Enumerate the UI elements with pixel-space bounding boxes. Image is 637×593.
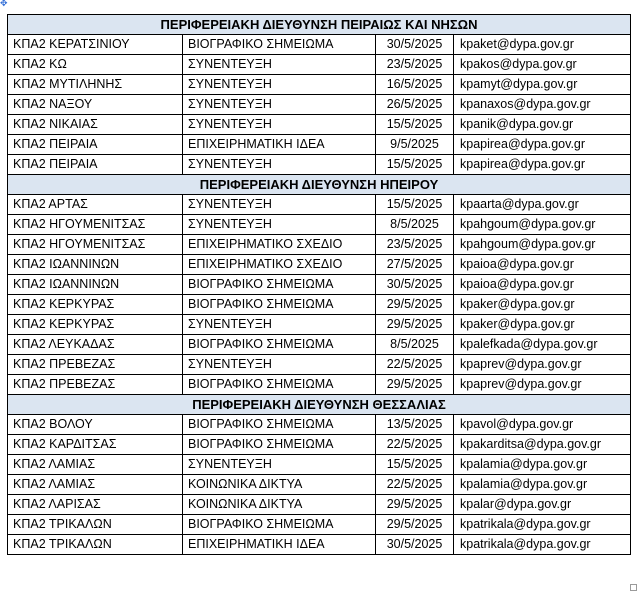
activity-cell[interactable]: ΒΙΟΓΡΑΦΙΚΟ ΣΗΜΕΙΩΜΑ [183, 275, 376, 295]
office-cell[interactable]: ΚΠΑ2 ΤΡΙΚΑΛΩΝ [8, 515, 183, 535]
date-cell[interactable]: 23/5/2025 [376, 55, 454, 75]
date-cell[interactable]: 29/5/2025 [376, 315, 454, 335]
activity-cell[interactable]: ΣΥΝΕΝΤΕΥΞΗ [183, 155, 376, 175]
email-cell[interactable]: kpatrikala@dypa.gov.gr [454, 515, 631, 535]
office-cell[interactable]: ΚΠΑ2 ΛΑΡΙΣΑΣ [8, 495, 183, 515]
activity-cell[interactable]: ΣΥΝΕΝΤΕΥΞΗ [183, 315, 376, 335]
office-cell[interactable]: ΚΠΑ2 ΠΡΕΒΕΖΑΣ [8, 375, 183, 395]
table-row [8, 235, 631, 255]
section-header-row [8, 175, 631, 195]
activity-cell[interactable]: ΚΟΙΝΩΝΙΚΑ ΔΙΚΤΥΑ [183, 495, 376, 515]
activity-cell[interactable]: ΣΥΝΕΝΤΕΥΞΗ [183, 455, 376, 475]
activity-cell[interactable]: ΣΥΝΕΝΤΕΥΞΗ [183, 215, 376, 235]
office-cell[interactable]: ΚΠΑ2 ΑΡΤΑΣ [8, 195, 183, 215]
office-cell[interactable]: ΚΠΑ2 ΝΑΞΟΥ [8, 95, 183, 115]
office-cell[interactable]: ΚΠΑ2 ΙΩΑΝΝΙΝΩΝ [8, 255, 183, 275]
date-cell[interactable]: 29/5/2025 [376, 495, 454, 515]
workshop-schedule-table [7, 14, 631, 555]
office-cell[interactable]: ΚΠΑ2 ΚΕΡΚΥΡΑΣ [8, 315, 183, 335]
table-row [8, 135, 631, 155]
table-row [8, 335, 631, 355]
email-cell[interactable]: kpakarditsa@dypa.gov.gr [454, 435, 631, 455]
email-cell[interactable]: kpamyt@dypa.gov.gr [454, 75, 631, 95]
table-row [8, 195, 631, 215]
office-cell[interactable]: ΚΠΑ2 ΠΕΙΡΑΙΑ [8, 155, 183, 175]
table-row [8, 355, 631, 375]
table-row [8, 455, 631, 475]
email-cell[interactable]: kpaarta@dypa.gov.gr [454, 195, 631, 215]
table-row [8, 415, 631, 435]
activity-cell[interactable]: ΣΥΝΕΝΤΕΥΞΗ [183, 195, 376, 215]
email-cell[interactable]: kpakos@dypa.gov.gr [454, 55, 631, 75]
table-row [8, 515, 631, 535]
date-cell[interactable]: 30/5/2025 [376, 535, 454, 555]
date-cell[interactable]: 15/5/2025 [376, 455, 454, 475]
office-cell[interactable]: ΚΠΑ2 ΤΡΙΚΑΛΩΝ [8, 535, 183, 555]
office-cell[interactable]: ΚΠΑ2 ΛΑΜΙΑΣ [8, 475, 183, 495]
email-cell[interactable]: kpaker@dypa.gov.gr [454, 315, 631, 335]
activity-cell[interactable]: ΕΠΙΧΕΙΡΗΜΑΤΙΚΟ ΣΧΕΔΙΟ [183, 255, 376, 275]
email-cell[interactable]: kpapirea@dypa.gov.gr [454, 155, 631, 175]
table-row [8, 495, 631, 515]
email-cell[interactable]: kpapirea@dypa.gov.gr [454, 135, 631, 155]
activity-cell[interactable]: ΒΙΟΓΡΑΦΙΚΟ ΣΗΜΕΙΩΜΑ [183, 295, 376, 315]
date-cell[interactable]: 26/5/2025 [376, 95, 454, 115]
office-cell[interactable]: ΚΠΑ2 ΠΕΙΡΑΙΑ [8, 135, 183, 155]
email-cell[interactable]: kpanaxos@dypa.gov.gr [454, 95, 631, 115]
office-cell[interactable]: ΚΠΑ2 ΝΙΚΑΙΑΣ [8, 115, 183, 135]
activity-cell[interactable]: ΕΠΙΧΕΙΡΗΜΑΤΙΚΟ ΣΧΕΔΙΟ [183, 235, 376, 255]
office-cell[interactable]: ΚΠΑ2 ΗΓΟΥΜΕΝΙΤΣΑΣ [8, 235, 183, 255]
table-row [8, 375, 631, 395]
date-cell[interactable]: 8/5/2025 [376, 335, 454, 355]
office-cell[interactable]: ΚΠΑ2 ΛΕΥΚΑΔΑΣ [8, 335, 183, 355]
activity-cell[interactable]: ΒΙΟΓΡΑΦΙΚΟ ΣΗΜΕΙΩΜΑ [183, 35, 376, 55]
table-move-handle-icon[interactable]: ✥ [0, 0, 8, 8]
activity-cell[interactable]: ΒΙΟΓΡΑΦΙΚΟ ΣΗΜΕΙΩΜΑ [183, 375, 376, 395]
office-cell[interactable]: ΚΠΑ2 ΠΡΕΒΕΖΑΣ [8, 355, 183, 375]
activity-cell[interactable]: ΣΥΝΕΝΤΕΥΞΗ [183, 75, 376, 95]
date-cell[interactable]: 15/5/2025 [376, 195, 454, 215]
activity-cell[interactable]: ΒΙΟΓΡΑΦΙΚΟ ΣΗΜΕΙΩΜΑ [183, 515, 376, 535]
email-cell[interactable]: kpaker@dypa.gov.gr [454, 295, 631, 315]
date-cell[interactable]: 29/5/2025 [376, 295, 454, 315]
table-row [8, 255, 631, 275]
date-cell[interactable]: 27/5/2025 [376, 255, 454, 275]
table-row [8, 535, 631, 555]
email-cell[interactable]: kpalamia@dypa.gov.gr [454, 475, 631, 495]
date-cell[interactable]: 22/5/2025 [376, 475, 454, 495]
table-resize-handle[interactable] [630, 584, 637, 591]
date-cell[interactable]: 15/5/2025 [376, 115, 454, 135]
office-cell[interactable]: ΚΠΑ2 ΙΩΑΝΝΙΝΩΝ [8, 275, 183, 295]
date-cell[interactable]: 23/5/2025 [376, 235, 454, 255]
email-cell[interactable]: kpatrikala@dypa.gov.gr [454, 535, 631, 555]
activity-cell[interactable]: ΣΥΝΕΝΤΕΥΞΗ [183, 55, 376, 75]
office-cell[interactable]: ΚΠΑ2 ΜΥΤΙΛΗΝΗΣ [8, 75, 183, 95]
date-cell[interactable]: 13/5/2025 [376, 415, 454, 435]
email-cell[interactable]: kpaprev@dypa.gov.gr [454, 375, 631, 395]
table-row [8, 295, 631, 315]
section-header-row [8, 395, 631, 415]
activity-cell[interactable]: ΒΙΟΓΡΑΦΙΚΟ ΣΗΜΕΙΩΜΑ [183, 335, 376, 355]
section-title: ΠΕΡΙΦΕΡΕΙΑΚΗ ΔΙΕΥΘΥΝΣΗ ΗΠΕΙΡΟΥ [8, 175, 631, 195]
date-cell[interactable]: 9/5/2025 [376, 135, 454, 155]
table-row [8, 475, 631, 495]
office-cell[interactable]: ΚΠΑ2 ΒΟΛΟΥ [8, 415, 183, 435]
table-row [8, 155, 631, 175]
table-row [8, 315, 631, 335]
table-row [8, 55, 631, 75]
activity-cell[interactable]: ΕΠΙΧΕΙΡΗΜΑΤΙΚΗ ΙΔΕΑ [183, 535, 376, 555]
email-cell[interactable]: kpaioa@dypa.gov.gr [454, 275, 631, 295]
table-row [8, 275, 631, 295]
email-cell[interactable]: kpalamia@dypa.gov.gr [454, 455, 631, 475]
email-cell[interactable]: kpaket@dypa.gov.gr [454, 35, 631, 55]
activity-cell[interactable]: ΣΥΝΕΝΤΕΥΞΗ [183, 95, 376, 115]
table-row [8, 115, 631, 135]
date-cell[interactable]: 30/5/2025 [376, 35, 454, 55]
date-cell[interactable]: 29/5/2025 [376, 375, 454, 395]
table-row [8, 215, 631, 235]
email-cell[interactable]: kpalefkada@dypa.gov.gr [454, 335, 631, 355]
date-cell[interactable]: 22/5/2025 [376, 435, 454, 455]
section-title: ΠΕΡΙΦΕΡΕΙΑΚΗ ΔΙΕΥΘΥΝΣΗ ΘΕΣΣΑΛΙΑΣ [8, 395, 631, 415]
table-row [8, 95, 631, 115]
email-cell[interactable]: kpanik@dypa.gov.gr [454, 115, 631, 135]
date-cell[interactable]: 22/5/2025 [376, 355, 454, 375]
email-cell[interactable]: kpaioa@dypa.gov.gr [454, 255, 631, 275]
date-cell[interactable]: 15/5/2025 [376, 155, 454, 175]
date-cell[interactable]: 16/5/2025 [376, 75, 454, 95]
table-row [8, 435, 631, 455]
section-header-row [8, 15, 631, 35]
email-cell[interactable]: kpavol@dypa.gov.gr [454, 415, 631, 435]
office-cell[interactable]: ΚΠΑ2 ΛΑΜΙΑΣ [8, 455, 183, 475]
email-cell[interactable]: kpaprev@dypa.gov.gr [454, 355, 631, 375]
section-title: ΠΕΡΙΦΕΡΕΙΑΚΗ ΔΙΕΥΘΥΝΣΗ ΠΕΙΡΑΙΩΣ ΚΑΙ ΝΗΣΩΝ [8, 15, 631, 35]
email-cell[interactable]: kpahgoum@dypa.gov.gr [454, 215, 631, 235]
date-cell[interactable]: 29/5/2025 [376, 515, 454, 535]
date-cell[interactable]: 30/5/2025 [376, 275, 454, 295]
office-cell[interactable]: ΚΠΑ2 ΚΩ [8, 55, 183, 75]
office-cell[interactable]: ΚΠΑ2 ΗΓΟΥΜΕΝΙΤΣΑΣ [8, 215, 183, 235]
date-cell[interactable]: 8/5/2025 [376, 215, 454, 235]
activity-cell[interactable]: ΣΥΝΕΝΤΕΥΞΗ [183, 355, 376, 375]
office-cell[interactable]: ΚΠΑ2 ΚΑΡΔΙΤΣΑΣ [8, 435, 183, 455]
activity-cell[interactable]: ΒΙΟΓΡΑΦΙΚΟ ΣΗΜΕΙΩΜΑ [183, 415, 376, 435]
activity-cell[interactable]: ΣΥΝΕΝΤΕΥΞΗ [183, 115, 376, 135]
activity-cell[interactable]: ΒΙΟΓΡΑΦΙΚΟ ΣΗΜΕΙΩΜΑ [183, 435, 376, 455]
email-cell[interactable]: kpahgoum@dypa.gov.gr [454, 235, 631, 255]
office-cell[interactable]: ΚΠΑ2 ΚΕΡΑΤΣΙΝΙΟΥ [8, 35, 183, 55]
office-cell[interactable]: ΚΠΑ2 ΚΕΡΚΥΡΑΣ [8, 295, 183, 315]
table-row [8, 35, 631, 55]
activity-cell[interactable]: ΚΟΙΝΩΝΙΚΑ ΔΙΚΤΥΑ [183, 475, 376, 495]
activity-cell[interactable]: ΕΠΙΧΕΙΡΗΜΑΤΙΚΗ ΙΔΕΑ [183, 135, 376, 155]
table-row [8, 75, 631, 95]
email-cell[interactable]: kpalar@dypa.gov.gr [454, 495, 631, 515]
